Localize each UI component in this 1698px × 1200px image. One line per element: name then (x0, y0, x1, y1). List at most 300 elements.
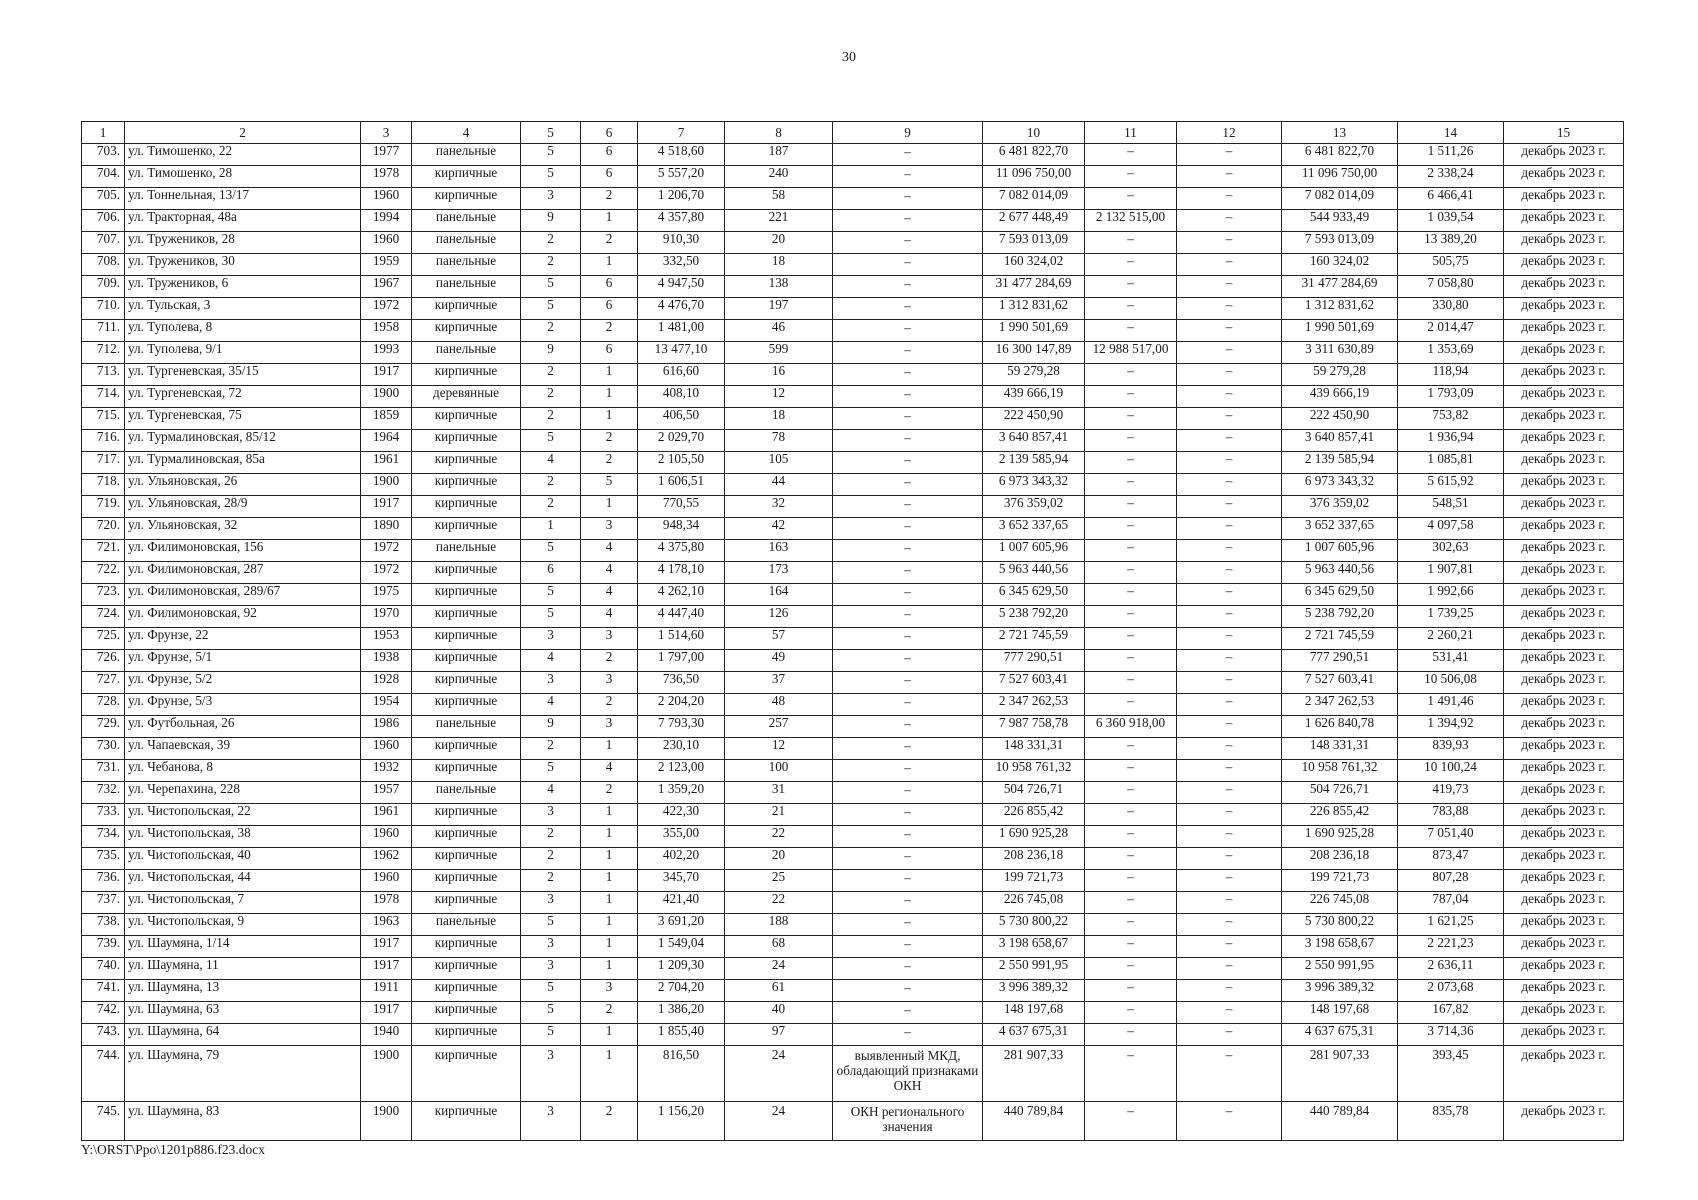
cell-total-cost: 148 331,31 (983, 738, 1085, 760)
cell-floors: 5 (521, 1002, 581, 1024)
cell-cost-11: – (1085, 738, 1177, 760)
cell-address: ул. Филимоновская, 156 (125, 540, 361, 562)
cell-cost-12: – (1177, 804, 1282, 826)
table-row (82, 408, 1624, 430)
cell-address: ул. Шаумяна, 79 (125, 1046, 361, 1102)
table-row (82, 958, 1624, 980)
cell-cost-11: 2 132 515,00 (1085, 210, 1177, 232)
cell-row-number: 713. (82, 364, 125, 386)
table-row (82, 1024, 1624, 1046)
cell-deadline: декабрь 2023 г. (1504, 848, 1624, 870)
cell-floors: 4 (521, 782, 581, 804)
cell-floors: 2 (521, 496, 581, 518)
cell-residents: 12 (725, 738, 833, 760)
cell-wall-material: панельные (412, 144, 521, 166)
cell-total-cost: 2 677 448,49 (983, 210, 1085, 232)
cell-entrances: 1 (581, 364, 638, 386)
register-table (81, 121, 1624, 1141)
cell-heritage-status: – (833, 474, 983, 496)
cell-year-built: 1964 (361, 430, 412, 452)
cell-wall-material: кирпичные (412, 518, 521, 540)
cell-year-built: 1958 (361, 320, 412, 342)
cell-floors: 4 (521, 694, 581, 716)
cell-floors: 2 (521, 738, 581, 760)
cell-cost-per-m2: 4 097,58 (1398, 518, 1504, 540)
cell-floors: 5 (521, 1024, 581, 1046)
cell-row-number: 745. (82, 1102, 125, 1141)
cell-total-cost: 7 593 013,09 (983, 232, 1085, 254)
cell-wall-material: кирпичные (412, 562, 521, 584)
cell-cost-per-m2: 1 621,25 (1398, 914, 1504, 936)
cell-deadline: декабрь 2023 г. (1504, 408, 1624, 430)
cell-row-number: 730. (82, 738, 125, 760)
cell-cost-12: – (1177, 1024, 1282, 1046)
cell-cost-12: – (1177, 474, 1282, 496)
cell-wall-material: кирпичные (412, 936, 521, 958)
cell-entrances: 1 (581, 210, 638, 232)
cell-area: 1 386,20 (638, 1002, 725, 1024)
file-path-footer: Y:\ORST\Ppo\1201p886.f23.docx (81, 1142, 266, 1157)
cell-address: ул. Тружеников, 30 (125, 254, 361, 276)
cell-deadline: декабрь 2023 г. (1504, 254, 1624, 276)
cell-total-cost: 5 730 800,22 (983, 914, 1085, 936)
table-row (82, 628, 1624, 650)
cell-cost-13: 4 637 675,31 (1282, 1024, 1398, 1046)
cell-total-cost: 3 640 857,41 (983, 430, 1085, 452)
cell-wall-material: кирпичные (412, 430, 521, 452)
cell-wall-material: кирпичные (412, 320, 521, 342)
cell-cost-per-m2: 1 793,09 (1398, 386, 1504, 408)
column-header: 8 (725, 122, 833, 144)
cell-entrances: 4 (581, 606, 638, 628)
cell-residents: 32 (725, 496, 833, 518)
cell-cost-11: – (1085, 914, 1177, 936)
table-row (82, 870, 1624, 892)
cell-residents: 188 (725, 914, 833, 936)
cell-year-built: 1960 (361, 232, 412, 254)
cell-total-cost: 3 996 389,32 (983, 980, 1085, 1002)
cell-row-number: 743. (82, 1024, 125, 1046)
cell-cost-per-m2: 807,28 (1398, 870, 1504, 892)
cell-heritage-status: – (833, 540, 983, 562)
cell-year-built: 1977 (361, 144, 412, 166)
cell-floors: 6 (521, 562, 581, 584)
table-row (82, 1002, 1624, 1024)
cell-heritage-status: – (833, 1024, 983, 1046)
cell-address: ул. Чистопольская, 38 (125, 826, 361, 848)
cell-residents: 599 (725, 342, 833, 364)
cell-cost-11: – (1085, 518, 1177, 540)
cell-address: ул. Тружеников, 6 (125, 276, 361, 298)
cell-year-built: 1900 (361, 1102, 412, 1141)
cell-address: ул. Тракторная, 48а (125, 210, 361, 232)
cell-cost-13: 7 082 014,09 (1282, 188, 1398, 210)
cell-residents: 163 (725, 540, 833, 562)
cell-entrances: 1 (581, 1046, 638, 1102)
cell-address: ул. Тульская, 3 (125, 298, 361, 320)
cell-cost-13: 59 279,28 (1282, 364, 1398, 386)
cell-year-built: 1957 (361, 782, 412, 804)
cell-area: 422,30 (638, 804, 725, 826)
cell-year-built: 1967 (361, 276, 412, 298)
cell-floors: 5 (521, 144, 581, 166)
cell-residents: 57 (725, 628, 833, 650)
cell-residents: 61 (725, 980, 833, 1002)
cell-cost-11: – (1085, 870, 1177, 892)
cell-floors: 3 (521, 188, 581, 210)
table-row (82, 364, 1624, 386)
cell-year-built: 1940 (361, 1024, 412, 1046)
cell-floors: 2 (521, 408, 581, 430)
cell-entrances: 2 (581, 430, 638, 452)
cell-entrances: 2 (581, 1102, 638, 1141)
cell-area: 4 262,10 (638, 584, 725, 606)
cell-floors: 2 (521, 232, 581, 254)
table-row (82, 738, 1624, 760)
cell-cost-12: – (1177, 716, 1282, 738)
cell-year-built: 1917 (361, 936, 412, 958)
cell-heritage-status: – (833, 430, 983, 452)
cell-row-number: 728. (82, 694, 125, 716)
cell-heritage-status: ОКН регионального значения (833, 1102, 983, 1141)
cell-floors: 2 (521, 254, 581, 276)
table-row (82, 452, 1624, 474)
column-header: 3 (361, 122, 412, 144)
cell-area: 616,60 (638, 364, 725, 386)
cell-floors: 5 (521, 760, 581, 782)
cell-area: 1 797,00 (638, 650, 725, 672)
cell-year-built: 1900 (361, 386, 412, 408)
cell-cost-12: – (1177, 760, 1282, 782)
cell-address: ул. Шаумяна, 83 (125, 1102, 361, 1141)
cell-row-number: 709. (82, 276, 125, 298)
cell-floors: 5 (521, 166, 581, 188)
cell-cost-12: – (1177, 980, 1282, 1002)
table-row (82, 144, 1624, 166)
cell-heritage-status: – (833, 936, 983, 958)
cell-row-number: 741. (82, 980, 125, 1002)
cell-heritage-status: – (833, 694, 983, 716)
cell-wall-material: кирпичные (412, 650, 521, 672)
table-row (82, 804, 1624, 826)
cell-row-number: 707. (82, 232, 125, 254)
cell-cost-12: – (1177, 782, 1282, 804)
cell-area: 1 359,20 (638, 782, 725, 804)
cell-cost-13: 6 481 822,70 (1282, 144, 1398, 166)
cell-cost-11: – (1085, 584, 1177, 606)
cell-cost-per-m2: 753,82 (1398, 408, 1504, 430)
cell-cost-12: – (1177, 914, 1282, 936)
cell-cost-12: – (1177, 562, 1282, 584)
cell-floors: 5 (521, 540, 581, 562)
cell-cost-per-m2: 1 039,54 (1398, 210, 1504, 232)
cell-cost-13: 7 527 603,41 (1282, 672, 1398, 694)
cell-cost-11: – (1085, 980, 1177, 1002)
cell-year-built: 1960 (361, 188, 412, 210)
cell-area: 5 557,20 (638, 166, 725, 188)
cell-residents: 20 (725, 848, 833, 870)
column-header: 15 (1504, 122, 1624, 144)
cell-cost-13: 226 855,42 (1282, 804, 1398, 826)
cell-heritage-status: – (833, 518, 983, 540)
cell-cost-per-m2: 7 051,40 (1398, 826, 1504, 848)
cell-total-cost: 2 721 745,59 (983, 628, 1085, 650)
cell-heritage-status: выявленный МКД, обладающий признаками ОКН (833, 1046, 983, 1102)
cell-cost-12: – (1177, 826, 1282, 848)
cell-total-cost: 6 345 629,50 (983, 584, 1085, 606)
cell-entrances: 2 (581, 650, 638, 672)
cell-heritage-status: – (833, 760, 983, 782)
cell-cost-per-m2: 3 714,36 (1398, 1024, 1504, 1046)
cell-entrances: 1 (581, 496, 638, 518)
cell-floors: 5 (521, 584, 581, 606)
cell-row-number: 734. (82, 826, 125, 848)
cell-cost-per-m2: 1 394,92 (1398, 716, 1504, 738)
cell-wall-material: панельные (412, 210, 521, 232)
cell-year-built: 1917 (361, 496, 412, 518)
cell-residents: 21 (725, 804, 833, 826)
cell-cost-12: – (1177, 298, 1282, 320)
cell-cost-12: – (1177, 320, 1282, 342)
table-row (82, 386, 1624, 408)
cell-entrances: 6 (581, 166, 638, 188)
cell-cost-12: – (1177, 628, 1282, 650)
cell-total-cost: 440 789,84 (983, 1102, 1085, 1141)
cell-cost-12: – (1177, 606, 1282, 628)
cell-residents: 25 (725, 870, 833, 892)
cell-year-built: 1900 (361, 474, 412, 496)
cell-cost-12: – (1177, 408, 1282, 430)
cell-heritage-status: – (833, 188, 983, 210)
cell-heritage-status: – (833, 166, 983, 188)
cell-total-cost: 3 198 658,67 (983, 936, 1085, 958)
cell-wall-material: панельные (412, 914, 521, 936)
cell-cost-13: 3 311 630,89 (1282, 342, 1398, 364)
column-header: 6 (581, 122, 638, 144)
cell-residents: 22 (725, 892, 833, 914)
cell-heritage-status: – (833, 496, 983, 518)
cell-cost-11: – (1085, 892, 1177, 914)
cell-year-built: 1911 (361, 980, 412, 1002)
cell-entrances: 1 (581, 738, 638, 760)
cell-residents: 48 (725, 694, 833, 716)
cell-cost-11: – (1085, 1102, 1177, 1141)
cell-cost-13: 208 236,18 (1282, 848, 1398, 870)
cell-entrances: 2 (581, 694, 638, 716)
cell-total-cost: 208 236,18 (983, 848, 1085, 870)
cell-cost-per-m2: 419,73 (1398, 782, 1504, 804)
cell-total-cost: 160 324,02 (983, 254, 1085, 276)
cell-wall-material: кирпичные (412, 496, 521, 518)
cell-cost-13: 199 721,73 (1282, 870, 1398, 892)
cell-residents: 18 (725, 254, 833, 276)
cell-cost-12: – (1177, 1102, 1282, 1141)
cell-year-built: 1960 (361, 826, 412, 848)
cell-deadline: декабрь 2023 г. (1504, 342, 1624, 364)
cell-total-cost: 4 637 675,31 (983, 1024, 1085, 1046)
cell-floors: 5 (521, 914, 581, 936)
cell-heritage-status: – (833, 232, 983, 254)
cell-cost-11: – (1085, 166, 1177, 188)
cell-entrances: 4 (581, 562, 638, 584)
cell-entrances: 6 (581, 144, 638, 166)
cell-floors: 5 (521, 276, 581, 298)
cell-deadline: декабрь 2023 г. (1504, 144, 1624, 166)
cell-cost-per-m2: 1 491,46 (1398, 694, 1504, 716)
cell-deadline: декабрь 2023 г. (1504, 892, 1624, 914)
cell-floors: 5 (521, 430, 581, 452)
cell-wall-material: кирпичные (412, 1046, 521, 1102)
cell-residents: 24 (725, 1046, 833, 1102)
cell-address: ул. Турмалиновская, 85/12 (125, 430, 361, 452)
cell-wall-material: кирпичные (412, 584, 521, 606)
column-header: 11 (1085, 122, 1177, 144)
cell-cost-13: 2 721 745,59 (1282, 628, 1398, 650)
cell-deadline: декабрь 2023 г. (1504, 232, 1624, 254)
cell-wall-material: кирпичные (412, 738, 521, 760)
cell-heritage-status: – (833, 364, 983, 386)
cell-year-built: 1975 (361, 584, 412, 606)
cell-heritage-status: – (833, 584, 983, 606)
cell-total-cost: 6 973 343,32 (983, 474, 1085, 496)
cell-row-number: 736. (82, 870, 125, 892)
cell-row-number: 742. (82, 1002, 125, 1024)
cell-residents: 49 (725, 650, 833, 672)
cell-area: 1 209,30 (638, 958, 725, 980)
cell-deadline: декабрь 2023 г. (1504, 1046, 1624, 1102)
cell-cost-12: – (1177, 848, 1282, 870)
cell-heritage-status: – (833, 716, 983, 738)
cell-deadline: декабрь 2023 г. (1504, 496, 1624, 518)
cell-address: ул. Ульяновская, 26 (125, 474, 361, 496)
cell-heritage-status: – (833, 650, 983, 672)
cell-heritage-status: – (833, 320, 983, 342)
cell-area: 345,70 (638, 870, 725, 892)
cell-wall-material: кирпичные (412, 892, 521, 914)
cell-heritage-status: – (833, 342, 983, 364)
table-row (82, 342, 1624, 364)
cell-wall-material: кирпичные (412, 408, 521, 430)
cell-area: 7 793,30 (638, 716, 725, 738)
table-row (82, 914, 1624, 936)
cell-address: ул. Тимошенко, 22 (125, 144, 361, 166)
cell-total-cost: 777 290,51 (983, 650, 1085, 672)
table-row (82, 232, 1624, 254)
cell-cost-12: – (1177, 430, 1282, 452)
cell-entrances: 1 (581, 958, 638, 980)
cell-cost-13: 1 626 840,78 (1282, 716, 1398, 738)
cell-cost-11: – (1085, 694, 1177, 716)
cell-entrances: 6 (581, 276, 638, 298)
cell-area: 421,40 (638, 892, 725, 914)
cell-cost-11: 12 988 517,00 (1085, 342, 1177, 364)
cell-year-built: 1917 (361, 1002, 412, 1024)
cell-cost-per-m2: 5 615,92 (1398, 474, 1504, 496)
cell-cost-12: – (1177, 188, 1282, 210)
cell-residents: 257 (725, 716, 833, 738)
cell-row-number: 724. (82, 606, 125, 628)
table-row (82, 848, 1624, 870)
cell-row-number: 725. (82, 628, 125, 650)
cell-entrances: 3 (581, 716, 638, 738)
cell-heritage-status: – (833, 254, 983, 276)
cell-address: ул. Туполева, 9/1 (125, 342, 361, 364)
cell-cost-12: – (1177, 232, 1282, 254)
cell-cost-per-m2: 167,82 (1398, 1002, 1504, 1024)
cell-entrances: 5 (581, 474, 638, 496)
cell-total-cost: 2 347 262,53 (983, 694, 1085, 716)
cell-wall-material: кирпичные (412, 452, 521, 474)
cell-cost-per-m2: 2 338,24 (1398, 166, 1504, 188)
cell-row-number: 737. (82, 892, 125, 914)
cell-residents: 197 (725, 298, 833, 320)
cell-cost-11: – (1085, 320, 1177, 342)
cell-cost-13: 10 958 761,32 (1282, 760, 1398, 782)
cell-address: ул. Филимоновская, 289/67 (125, 584, 361, 606)
cell-area: 1 606,51 (638, 474, 725, 496)
column-header: 4 (412, 122, 521, 144)
cell-deadline: декабрь 2023 г. (1504, 716, 1624, 738)
cell-cost-per-m2: 873,47 (1398, 848, 1504, 870)
cell-wall-material: кирпичные (412, 628, 521, 650)
cell-area: 408,10 (638, 386, 725, 408)
cell-entrances: 3 (581, 628, 638, 650)
cell-cost-12: – (1177, 342, 1282, 364)
cell-year-built: 1954 (361, 694, 412, 716)
cell-row-number: 744. (82, 1046, 125, 1102)
cell-deadline: декабрь 2023 г. (1504, 694, 1624, 716)
cell-heritage-status: – (833, 1002, 983, 1024)
cell-cost-11: – (1085, 760, 1177, 782)
cell-address: ул. Тимошенко, 28 (125, 166, 361, 188)
cell-cost-per-m2: 548,51 (1398, 496, 1504, 518)
cell-cost-13: 3 198 658,67 (1282, 936, 1398, 958)
cell-cost-13: 2 139 585,94 (1282, 452, 1398, 474)
cell-cost-11: – (1085, 254, 1177, 276)
cell-entrances: 1 (581, 914, 638, 936)
cell-heritage-status: – (833, 892, 983, 914)
cell-cost-13: 7 593 013,09 (1282, 232, 1398, 254)
cell-deadline: декабрь 2023 г. (1504, 826, 1624, 848)
cell-floors: 3 (521, 672, 581, 694)
cell-deadline: декабрь 2023 г. (1504, 782, 1624, 804)
cell-area: 2 105,50 (638, 452, 725, 474)
cell-residents: 240 (725, 166, 833, 188)
cell-area: 2 704,20 (638, 980, 725, 1002)
cell-cost-12: – (1177, 650, 1282, 672)
table-row (82, 606, 1624, 628)
cell-cost-11: – (1085, 496, 1177, 518)
cell-cost-11: – (1085, 650, 1177, 672)
cell-entrances: 1 (581, 848, 638, 870)
table-header-row (82, 122, 1624, 144)
cell-area: 4 357,80 (638, 210, 725, 232)
cell-cost-12: – (1177, 694, 1282, 716)
cell-cost-11: – (1085, 848, 1177, 870)
cell-wall-material: панельные (412, 232, 521, 254)
cell-wall-material: кирпичные (412, 804, 521, 826)
table-row (82, 716, 1624, 738)
table-row (82, 210, 1624, 232)
cell-floors: 5 (521, 980, 581, 1002)
cell-deadline: декабрь 2023 г. (1504, 386, 1624, 408)
cell-cost-13: 5 963 440,56 (1282, 562, 1398, 584)
cell-wall-material: кирпичные (412, 694, 521, 716)
column-header: 13 (1282, 122, 1398, 144)
cell-cost-13: 11 096 750,00 (1282, 166, 1398, 188)
cell-address: ул. Шаумяна, 63 (125, 1002, 361, 1024)
cell-cost-11: – (1085, 606, 1177, 628)
